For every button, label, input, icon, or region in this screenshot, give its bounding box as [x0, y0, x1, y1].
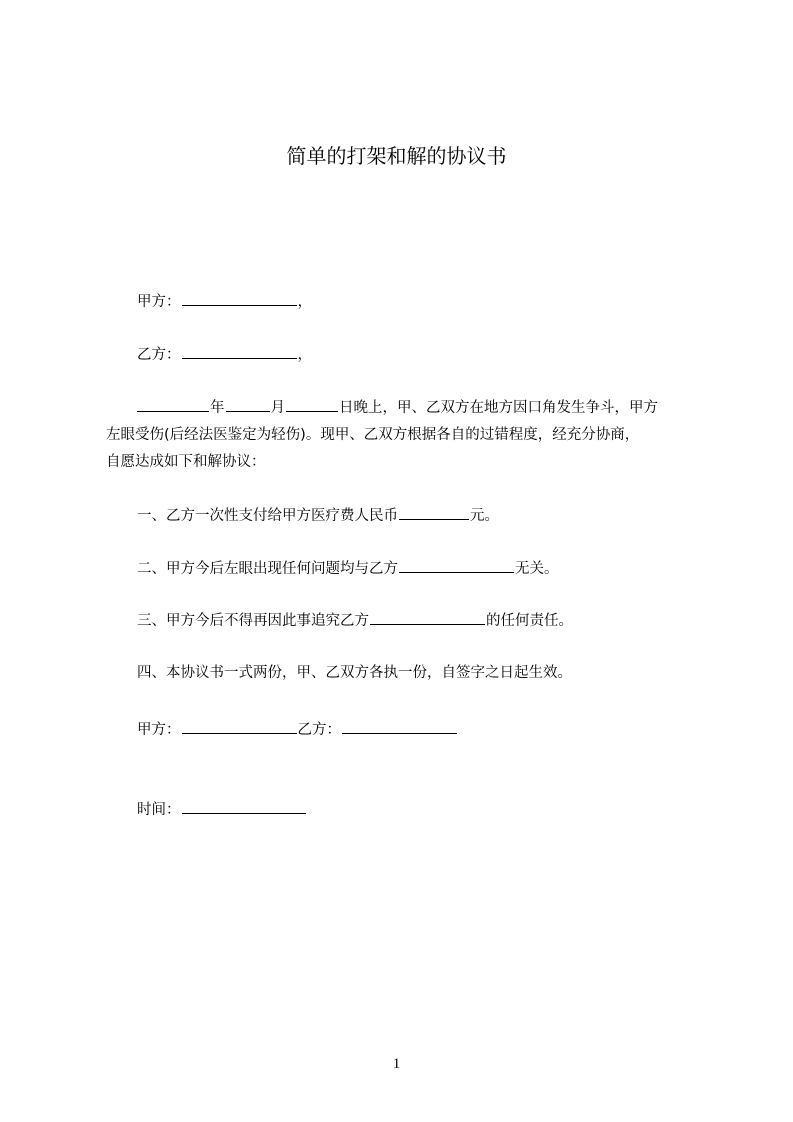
page-number: 1 [392, 1056, 401, 1072]
clause-2-suffix: 无关。 [515, 561, 559, 577]
party-b-line [137, 345, 312, 364]
clause-3-blank[interactable] [370, 611, 485, 625]
day-blank[interactable] [286, 398, 338, 412]
clause-2-text: 二、甲方今后左眼出现任何问题均与乙方 [137, 561, 398, 577]
signature-b-label: 乙方： [297, 722, 341, 738]
party-a-line [137, 292, 312, 311]
party-a-blank[interactable] [182, 292, 297, 306]
time-blank[interactable] [182, 800, 306, 814]
party-b-suffix: ， [297, 347, 312, 363]
intro-line-1 [106, 395, 698, 422]
signature-a-label: 甲方： [137, 722, 181, 738]
year-label: 年 [210, 400, 225, 416]
signature-a-blank[interactable] [182, 720, 297, 734]
document-title: 简单的打架和解的协议书 [286, 144, 507, 168]
year-blank[interactable] [137, 398, 209, 412]
clause-3-suffix: 的任何责任。 [486, 613, 573, 629]
clause-2 [137, 559, 559, 578]
time-label: 时间： [137, 802, 181, 818]
month-blank[interactable] [226, 398, 270, 412]
party-a-label: 甲方： [137, 294, 181, 310]
amount-blank[interactable] [399, 506, 469, 520]
intro-text-1: 日晚上，甲、乙双方在地方因口角发生争斗，甲方 [339, 400, 658, 416]
clause-1-suffix: 元。 [470, 508, 499, 524]
clause-3-text: 三、甲方今后不得再因此事追究乙方 [137, 613, 369, 629]
time-line [137, 800, 307, 819]
month-label: 月 [270, 400, 285, 416]
clause-4: 四、本协议书一式两份，甲、乙双方各执一份，自签字之日起生效。 [137, 665, 572, 681]
intro-line-3: 自愿达成如下和解协议： [106, 454, 266, 470]
intro-line-2: 左眼受伤(后经法医鉴定为轻伤)。现甲、乙双方根据各自的过错程度，经充分协商， [106, 427, 640, 443]
party-a-suffix: ， [297, 294, 312, 310]
clause-1-text: 一、乙方一次性支付给甲方医疗费人民币 [137, 508, 398, 524]
intro-paragraph [106, 395, 698, 476]
party-b-blank[interactable] [182, 345, 297, 359]
clause-1 [137, 506, 499, 525]
signature-b-blank[interactable] [342, 720, 457, 734]
clause-3 [137, 611, 573, 630]
signature-line [137, 720, 458, 739]
clause-2-blank[interactable] [399, 559, 514, 573]
party-b-label: 乙方： [137, 347, 181, 363]
